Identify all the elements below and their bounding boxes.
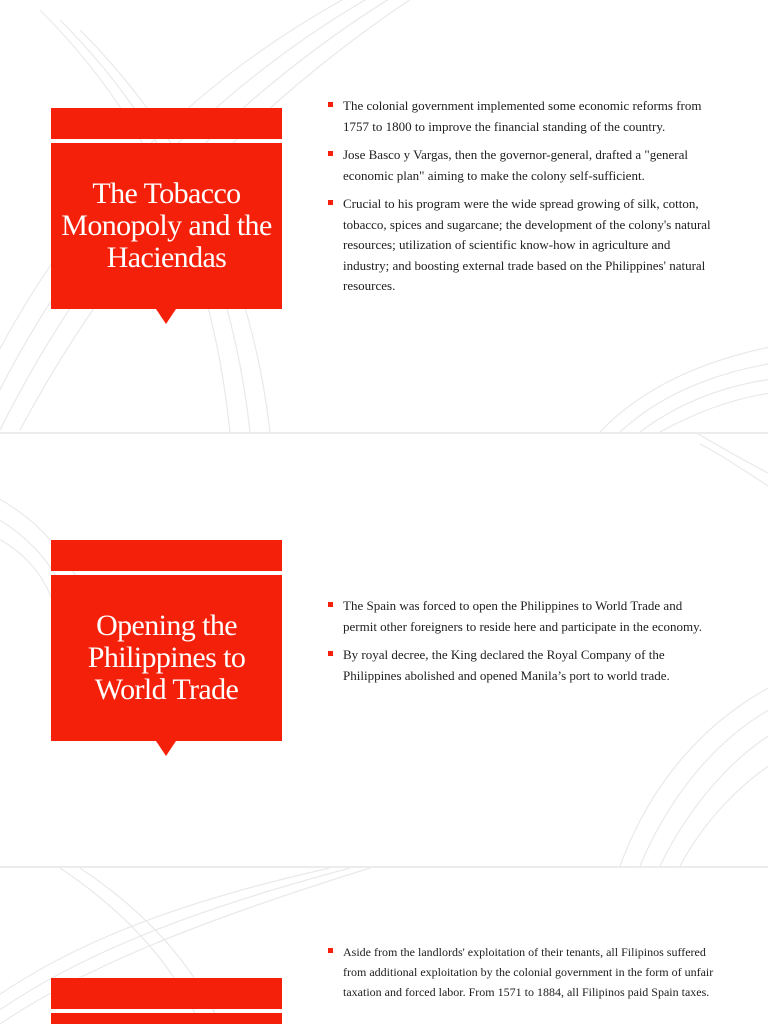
bullet-list (328, 942, 718, 1010)
bullet-item: The Spain was forced to open the Philippines to World Trade and permit other foreigners to reside here and participate in the economy. (328, 596, 718, 637)
title-accent-strip (51, 108, 282, 139)
bullet-marker-icon (328, 651, 333, 656)
slide-3 (0, 868, 768, 1024)
slide-2 (0, 434, 768, 866)
title-box (51, 143, 282, 309)
bullet-item: Jose Basco y Vargas, then the governor-general, drafted a "general economic plan" aiming to make the colony self-sufficient. (328, 145, 718, 186)
title-pointer (156, 309, 176, 324)
bullet-marker-icon (328, 151, 333, 156)
bullet-list (328, 596, 718, 694)
slide-title: Opening the Philippines to World Trade (87, 609, 246, 706)
title-box (51, 1013, 282, 1024)
bullet-item: By royal decree, the King declared the Royal Company of the Philippines abolished and opened Manila’s port to world trade. (328, 645, 718, 686)
bullet-marker-icon (328, 602, 333, 607)
bullet-list (328, 96, 718, 305)
bullet-item: Crucial to his program were the wide spread growing of silk, cotton, tobacco, spices and sugarcane; the development of the colony's natural resources; utilization of scientific know-how in agriculture and industry; and boosting external trade based on the Philippines' natural resources. (328, 194, 718, 297)
slide-title: The Tobacco Monopoly and the Haciendas (61, 177, 272, 274)
bullet-marker-icon (328, 200, 333, 205)
bullet-marker-icon (328, 948, 333, 953)
title-accent-strip (51, 978, 282, 1009)
title-box (51, 575, 282, 741)
title-pointer (156, 741, 176, 756)
title-accent-strip (51, 540, 282, 571)
bullet-item: Aside from the landlords' exploitation of their tenants, all Filipinos suffered from additional exploitation by the colonial government in the form of unfair taxation and forced labor. From 1571 to 1884, all Filipinos paid Spain taxes. (328, 942, 718, 1002)
bullet-marker-icon (328, 102, 333, 107)
slide-1 (0, 0, 768, 432)
bullet-item: The colonial government implemented some economic reforms from 1757 to 1800 to improve the financial standing of the country. (328, 96, 718, 137)
